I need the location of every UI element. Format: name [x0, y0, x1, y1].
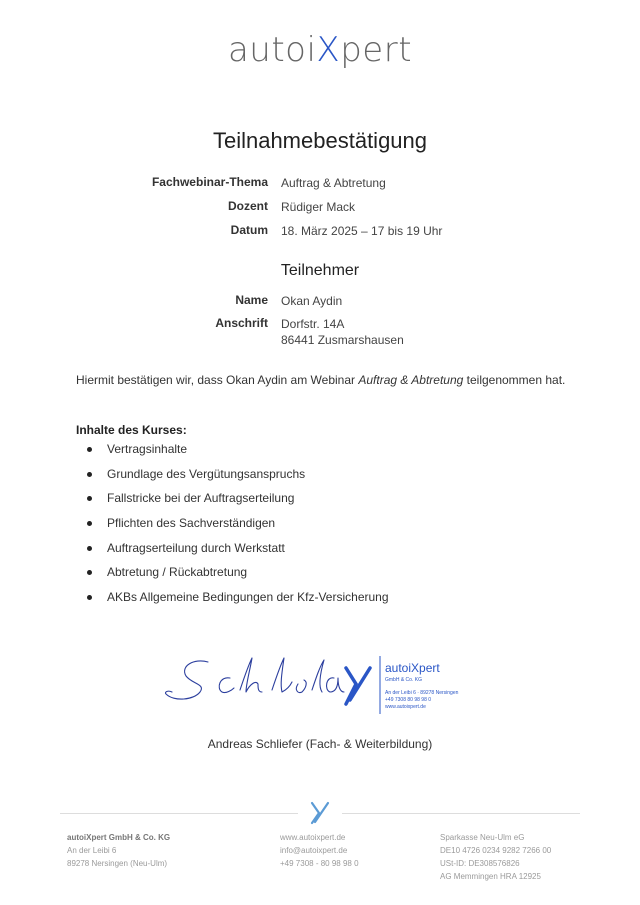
- contents-heading: Inhalte des Kurses:: [76, 423, 187, 437]
- stamp-address: An der Leibi 6 · 89278 Nersingen: [385, 690, 459, 696]
- footer-col-bank: [440, 831, 551, 883]
- participant-address-label: Anschrift: [215, 316, 268, 330]
- stamp-web: www.autoixpert.de: [385, 704, 426, 710]
- list-item: Auftragserteilung durch Werkstatt: [76, 536, 389, 561]
- participant-street: Dorfstr. 14A: [281, 317, 345, 331]
- list-item: AKBs Allgemeine Bedingungen der Kfz-Versicherung: [76, 585, 389, 610]
- page-title: Teilnahmebestätigung: [212, 128, 428, 153]
- footer-street: An der Leibi 6: [67, 846, 117, 855]
- footer-phone: +49 7308 - 80 98 98 0: [280, 859, 359, 868]
- webinar-topic-label: Fachwebinar-Thema: [151, 175, 268, 189]
- participant-heading: Teilnehmer: [280, 262, 360, 279]
- list-item: Grundlage des Vergütungsanspruchs: [76, 462, 389, 487]
- footer-divider-left: [60, 813, 298, 814]
- x-logo-icon: [346, 668, 370, 704]
- list-item: Pflichten des Sachverständigen: [76, 511, 389, 536]
- signer-name: Andreas Schliefer (Fach- & Weiterbildung): [207, 737, 433, 751]
- list-item: Fallstricke bei der Auftragserteilung: [76, 486, 389, 511]
- company-logo: [0, 30, 640, 70]
- footer-bank: Sparkasse Neu-Ulm eG: [440, 833, 525, 842]
- logo-x: X: [316, 30, 341, 70]
- footer-website[interactable]: www.autoixpert.de: [280, 833, 346, 842]
- lecturer-label: Dozent: [228, 199, 268, 213]
- participant-city: 86441 Zusmarshausen: [281, 333, 404, 347]
- confirmation-text-post: teilgenommen hat.: [463, 373, 566, 387]
- signature-stamp-svg: [160, 648, 480, 718]
- lecturer-value: Rüdiger Mack: [281, 200, 356, 214]
- footer-email[interactable]: info@autoixpert.de: [280, 846, 348, 855]
- footer-city: 89278 Nersingen (Neu-Ulm): [67, 859, 168, 868]
- footer-company-name: autoiXpert GmbH & Co. KG: [67, 833, 171, 842]
- participant-address-value: [281, 316, 404, 348]
- confirmation-text-pre: Hiermit bestätigen wir, dass Okan Aydin am Webinar: [76, 373, 359, 387]
- list-item: Vertragsinhalte: [76, 437, 389, 462]
- logo-text-part1: autoi: [227, 30, 317, 70]
- date-label: Datum: [230, 223, 268, 237]
- webinar-topic-value: Auftrag & Abtretung: [281, 176, 386, 190]
- stamp-company: autoiXpert: [385, 661, 440, 675]
- footer-x-icon: [306, 800, 334, 831]
- stamp-form: GmbH & Co. KG: [385, 677, 422, 683]
- date-value: 18. März 2025 – 17 bis 19 Uhr: [281, 224, 443, 238]
- handwritten-signature: [165, 658, 344, 699]
- participant-name-value: Okan Aydin: [281, 294, 343, 308]
- footer-divider-right: [342, 813, 580, 814]
- contents-list: [76, 437, 389, 610]
- footer-vat-id: USt-ID: DE308576826: [440, 859, 520, 868]
- logo-text-part2: pert: [340, 30, 413, 70]
- footer-col-company: [67, 831, 170, 870]
- list-item: Abtretung / Rückabtretung: [76, 560, 389, 585]
- stamp-phone: +49 7308 80 98 98 0: [385, 697, 432, 703]
- confirmation-paragraph: [76, 373, 565, 387]
- participant-name-label: Name: [235, 293, 268, 307]
- signature-stamp-block: [160, 648, 480, 723]
- confirmation-topic: Auftrag & Abtretung: [358, 373, 464, 387]
- footer-iban: DE10 4726 0234 9282 7266 00: [440, 846, 552, 855]
- footer-col-contact: [280, 831, 359, 870]
- company-stamp: [346, 656, 459, 714]
- footer-register: AG Memmingen HRA 12925: [440, 872, 541, 881]
